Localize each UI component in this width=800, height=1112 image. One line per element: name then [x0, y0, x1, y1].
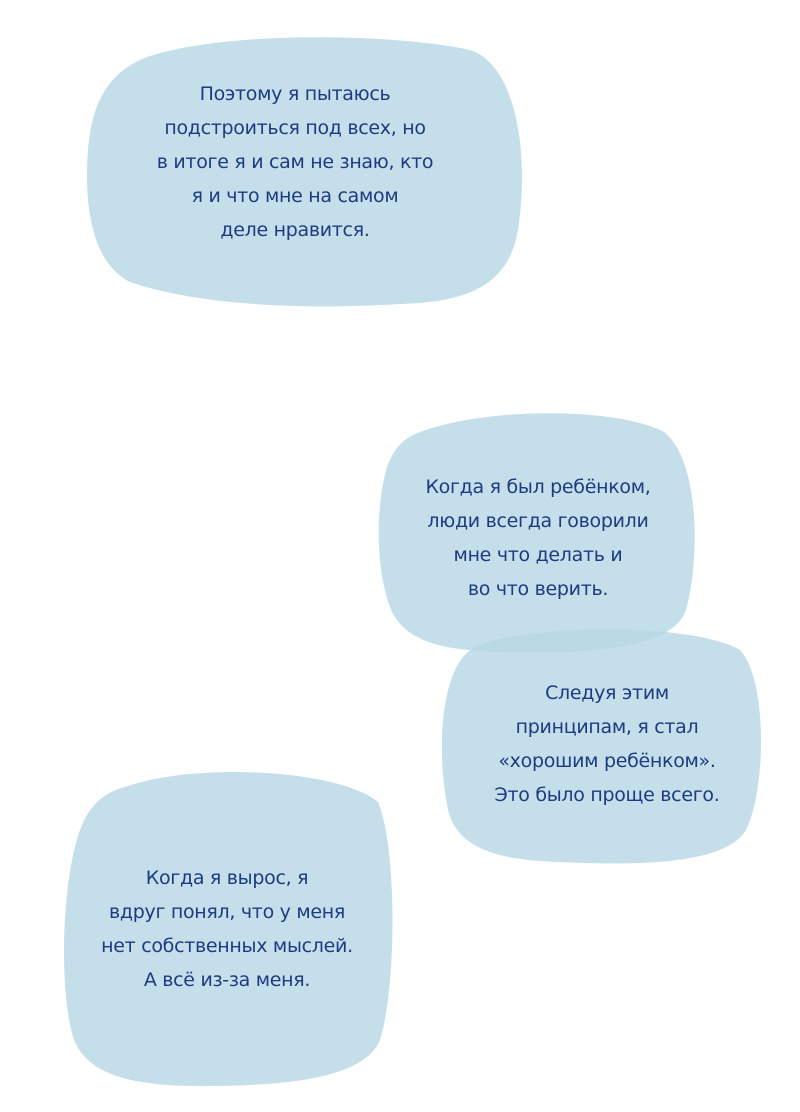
bubble-line: «хорошим ребёнком».	[498, 750, 716, 772]
bubble-line: Поэтому я пытаюсь	[199, 83, 391, 105]
bubble-line: нет собственных мыслей.	[101, 935, 353, 957]
speech-bubble-3-text	[462, 676, 752, 812]
bubble-line: Когда я вырос, я	[145, 867, 309, 889]
bubble-line: принципам, я стал	[515, 716, 699, 738]
bubble-line: подстроиться под всех, но	[164, 117, 426, 139]
bubble-line: А всё из-за меня.	[143, 969, 311, 991]
bubble-line: Когда я был ребёнком,	[425, 476, 651, 498]
bubble-line: деле нравится.	[220, 219, 370, 241]
speech-bubble-4-text	[82, 861, 372, 997]
bubble-line: во что верить.	[467, 578, 609, 600]
speech-bubble-1-text	[128, 77, 462, 247]
bubble-line: Это было проще всего.	[494, 784, 720, 806]
bubble-line: в итоге я и сам не знаю, кто	[156, 151, 434, 173]
bubble-line: Следуя этим	[545, 682, 669, 704]
speech-bubble-2-text	[394, 470, 682, 606]
bubble-line: мне что делать и	[453, 544, 623, 566]
bubble-line: я и что мне на самом	[191, 185, 399, 207]
bubble-line: люди всегда говорили	[427, 510, 649, 532]
bubble-line: вдруг понял, что у меня	[109, 901, 345, 923]
